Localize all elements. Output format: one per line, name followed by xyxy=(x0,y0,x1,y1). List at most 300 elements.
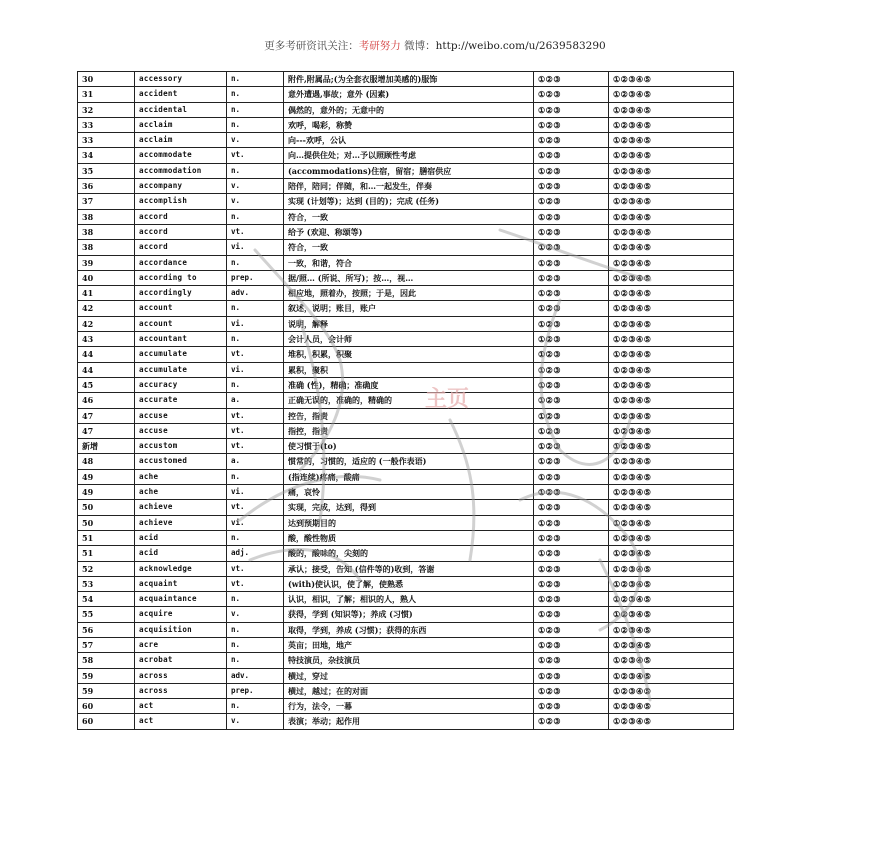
row-number: 39 xyxy=(78,255,135,270)
table-row xyxy=(78,546,734,561)
row-meaning: 附件,附属品;(为全套衣服增加美感的)服饰 xyxy=(284,72,534,87)
row-number: 58 xyxy=(78,653,135,668)
table-row xyxy=(78,224,734,239)
row-part-of-speech: vt. xyxy=(227,224,284,239)
row-meaning: 取得，学到，养成 (习惯)；获得的东西 xyxy=(284,622,534,637)
row-meaning: 偶然的，意外的；无意中的 xyxy=(284,102,534,117)
row-meaning: 给予 (欢迎、称颂等) xyxy=(284,224,534,239)
row-part-of-speech: n. xyxy=(227,377,284,392)
row-part-of-speech: vt. xyxy=(227,148,284,163)
row-meaning: 横过，越过；在的对面 xyxy=(284,683,534,698)
row-frequency-marks: ①②③ xyxy=(534,163,609,178)
row-word: achieve xyxy=(135,500,227,515)
row-meaning: 获得，学到 (知识等)；养成 (习惯) xyxy=(284,607,534,622)
header-url-link[interactable]: http://weibo.com/u/2639583290 xyxy=(435,40,606,52)
row-part-of-speech: adv. xyxy=(227,668,284,683)
row-meaning: 痛，哀怜 xyxy=(284,485,534,500)
table-row xyxy=(78,194,734,209)
table-row xyxy=(78,408,734,423)
table-row xyxy=(78,637,734,652)
row-word: acquisition xyxy=(135,622,227,637)
row-frequency-marks: ①②③ xyxy=(534,133,609,148)
row-meaning: 符合，一致 xyxy=(284,209,534,224)
row-level-marks: ①②③④⑤ xyxy=(609,362,734,377)
watermark-text: 主页 xyxy=(425,387,470,412)
row-number: 47 xyxy=(78,408,135,423)
row-level-marks: ①②③④⑤ xyxy=(609,469,734,484)
row-word: acre xyxy=(135,637,227,652)
row-part-of-speech: v. xyxy=(227,607,284,622)
row-number: 38 xyxy=(78,209,135,224)
row-part-of-speech: v. xyxy=(227,714,284,729)
row-meaning: 承认；接受，告知 (信件等的)收到，答谢 xyxy=(284,561,534,576)
row-frequency-marks: ①②③ xyxy=(534,270,609,285)
table-row xyxy=(78,270,734,285)
row-level-marks: ①②③④⑤ xyxy=(609,393,734,408)
row-meaning: 向…提供住处；对…予以照顾性考虑 xyxy=(284,148,534,163)
row-meaning: 向---欢呼，公认 xyxy=(284,133,534,148)
row-number: 49 xyxy=(78,469,135,484)
row-frequency-marks: ①②③ xyxy=(534,607,609,622)
row-part-of-speech: adv. xyxy=(227,286,284,301)
row-frequency-marks: ①②③ xyxy=(534,576,609,591)
row-level-marks: ①②③④⑤ xyxy=(609,255,734,270)
row-word: accumulate xyxy=(135,347,227,362)
row-frequency-marks: ①②③ xyxy=(534,393,609,408)
row-word: acid xyxy=(135,546,227,561)
table-row xyxy=(78,439,734,454)
row-frequency-marks: ①②③ xyxy=(534,454,609,469)
row-frequency-marks: ①②③ xyxy=(534,668,609,683)
row-word: act xyxy=(135,699,227,714)
row-meaning: (指连续)疼痛，酸痛 xyxy=(284,469,534,484)
row-word: ache xyxy=(135,485,227,500)
row-level-marks: ①②③④⑤ xyxy=(609,347,734,362)
row-number: 55 xyxy=(78,607,135,622)
row-meaning: (with)使认识，使了解，使熟悉 xyxy=(284,576,534,591)
row-word: accessory xyxy=(135,72,227,87)
table-row xyxy=(78,561,734,576)
row-word: acrobat xyxy=(135,653,227,668)
row-meaning: 行为，法令，一幕 xyxy=(284,699,534,714)
table-row xyxy=(78,87,734,102)
table-row xyxy=(78,316,734,331)
row-frequency-marks: ①②③ xyxy=(534,561,609,576)
row-number: 38 xyxy=(78,224,135,239)
row-word: accountant xyxy=(135,332,227,347)
row-number: 32 xyxy=(78,102,135,117)
row-part-of-speech: vi. xyxy=(227,362,284,377)
table-row xyxy=(78,515,734,530)
row-frequency-marks: ①②③ xyxy=(534,439,609,454)
row-number: 53 xyxy=(78,576,135,591)
row-word: accordance xyxy=(135,255,227,270)
row-number: 59 xyxy=(78,683,135,698)
row-part-of-speech: n. xyxy=(227,332,284,347)
row-word: account xyxy=(135,301,227,316)
row-meaning: 酸，酸性物质 xyxy=(284,530,534,545)
row-part-of-speech: n. xyxy=(227,87,284,102)
row-level-marks: ①②③④⑤ xyxy=(609,133,734,148)
header-weibo-label: 微博： xyxy=(400,40,436,52)
row-number: 52 xyxy=(78,561,135,576)
row-part-of-speech: vt. xyxy=(227,347,284,362)
row-level-marks: ①②③④⑤ xyxy=(609,423,734,438)
row-part-of-speech: prep. xyxy=(227,683,284,698)
row-part-of-speech: n. xyxy=(227,592,284,607)
table-row xyxy=(78,530,734,545)
vocabulary-table xyxy=(77,71,734,730)
row-word: acclaim xyxy=(135,133,227,148)
row-word: acclaim xyxy=(135,117,227,132)
table-row xyxy=(78,576,734,591)
row-level-marks: ①②③④⑤ xyxy=(609,485,734,500)
row-level-marks: ①②③④⑤ xyxy=(609,148,734,163)
row-frequency-marks: ①②③ xyxy=(534,637,609,652)
row-level-marks: ①②③④⑤ xyxy=(609,72,734,87)
row-frequency-marks: ①②③ xyxy=(534,592,609,607)
row-word: acquire xyxy=(135,607,227,622)
table-row xyxy=(78,699,734,714)
row-number: 42 xyxy=(78,316,135,331)
row-level-marks: ①②③④⑤ xyxy=(609,224,734,239)
row-number: 35 xyxy=(78,163,135,178)
row-frequency-marks: ①②③ xyxy=(534,301,609,316)
row-meaning: 控告，指责 xyxy=(284,408,534,423)
row-frequency-marks: ①②③ xyxy=(534,485,609,500)
row-number: 31 xyxy=(78,87,135,102)
page-header xyxy=(0,38,870,53)
row-number: 34 xyxy=(78,148,135,163)
row-part-of-speech: n. xyxy=(227,209,284,224)
row-frequency-marks: ①②③ xyxy=(534,148,609,163)
row-meaning: 说明，解释 xyxy=(284,316,534,331)
row-frequency-marks: ①②③ xyxy=(534,423,609,438)
row-level-marks: ①②③④⑤ xyxy=(609,209,734,224)
row-level-marks: ①②③④⑤ xyxy=(609,699,734,714)
row-level-marks: ①②③④⑤ xyxy=(609,622,734,637)
row-number: 51 xyxy=(78,546,135,561)
row-meaning: 英亩；田地，地产 xyxy=(284,637,534,652)
row-frequency-marks: ①②③ xyxy=(534,194,609,209)
table-row xyxy=(78,485,734,500)
row-number: 60 xyxy=(78,699,135,714)
row-number: 50 xyxy=(78,515,135,530)
row-word: acknowledge xyxy=(135,561,227,576)
row-level-marks: ①②③④⑤ xyxy=(609,637,734,652)
row-part-of-speech: vt. xyxy=(227,423,284,438)
row-word: accord xyxy=(135,224,227,239)
row-level-marks: ①②③④⑤ xyxy=(609,653,734,668)
row-frequency-marks: ①②③ xyxy=(534,72,609,87)
row-frequency-marks: ①②③ xyxy=(534,500,609,515)
row-part-of-speech: vt. xyxy=(227,576,284,591)
table-row xyxy=(78,362,734,377)
row-meaning: 相应地，照着办，按照；于是，因此 xyxy=(284,286,534,301)
row-number: 30 xyxy=(78,72,135,87)
row-word: acid xyxy=(135,530,227,545)
table-row xyxy=(78,668,734,683)
table-row xyxy=(78,240,734,255)
table-row xyxy=(78,469,734,484)
table-row xyxy=(78,454,734,469)
row-level-marks: ①②③④⑤ xyxy=(609,179,734,194)
table-row xyxy=(78,607,734,622)
row-number: 33 xyxy=(78,133,135,148)
row-meaning: 特技演员，杂技演员 xyxy=(284,653,534,668)
vocabulary-table-body xyxy=(78,72,734,730)
row-level-marks: ①②③④⑤ xyxy=(609,530,734,545)
row-part-of-speech: n. xyxy=(227,255,284,270)
row-part-of-speech: n. xyxy=(227,637,284,652)
row-meaning: 酸的，酸味的，尖刻的 xyxy=(284,546,534,561)
row-part-of-speech: n. xyxy=(227,699,284,714)
table-row xyxy=(78,423,734,438)
row-part-of-speech: n. xyxy=(227,530,284,545)
row-number: 45 xyxy=(78,377,135,392)
row-part-of-speech: vt. xyxy=(227,439,284,454)
row-meaning: 表演；举动；起作用 xyxy=(284,714,534,729)
row-word: accomplish xyxy=(135,194,227,209)
row-frequency-marks: ①②③ xyxy=(534,240,609,255)
row-number: 59 xyxy=(78,668,135,683)
row-frequency-marks: ①②③ xyxy=(534,87,609,102)
row-level-marks: ①②③④⑤ xyxy=(609,439,734,454)
table-row xyxy=(78,500,734,515)
row-number: 43 xyxy=(78,332,135,347)
row-frequency-marks: ①②③ xyxy=(534,469,609,484)
row-part-of-speech: n. xyxy=(227,653,284,668)
row-word: achieve xyxy=(135,515,227,530)
row-meaning: 堆积，积累，积聚 xyxy=(284,347,534,362)
row-part-of-speech: v. xyxy=(227,179,284,194)
row-word: accord xyxy=(135,240,227,255)
row-number: 41 xyxy=(78,286,135,301)
row-level-marks: ①②③④⑤ xyxy=(609,332,734,347)
row-word: across xyxy=(135,668,227,683)
row-level-marks: ①②③④⑤ xyxy=(609,301,734,316)
header-prefix: 更多考研资讯关注： xyxy=(264,40,359,52)
table-row xyxy=(78,209,734,224)
row-meaning: 会计人员，会计师 xyxy=(284,332,534,347)
row-level-marks: ①②③④⑤ xyxy=(609,500,734,515)
table-row xyxy=(78,72,734,87)
row-number: 46 xyxy=(78,393,135,408)
row-frequency-marks: ①②③ xyxy=(534,408,609,423)
row-frequency-marks: ①②③ xyxy=(534,714,609,729)
row-word: accuse xyxy=(135,423,227,438)
row-part-of-speech: a. xyxy=(227,393,284,408)
table-row xyxy=(78,301,734,316)
row-frequency-marks: ①②③ xyxy=(534,117,609,132)
row-part-of-speech: v. xyxy=(227,194,284,209)
row-number: 56 xyxy=(78,622,135,637)
row-part-of-speech: n. xyxy=(227,102,284,117)
row-level-marks: ①②③④⑤ xyxy=(609,377,734,392)
row-frequency-marks: ①②③ xyxy=(534,377,609,392)
row-word: acquaintance xyxy=(135,592,227,607)
table-row xyxy=(78,148,734,163)
row-meaning: 陪伴，陪同；伴随，和…一起发生，伴奏 xyxy=(284,179,534,194)
row-word: accuracy xyxy=(135,377,227,392)
header-brand: 考研努力 xyxy=(358,40,401,52)
row-word: ache xyxy=(135,469,227,484)
row-level-marks: ①②③④⑤ xyxy=(609,546,734,561)
row-level-marks: ①②③④⑤ xyxy=(609,102,734,117)
row-meaning: 认识，相识，了解；相识的人，熟人 xyxy=(284,592,534,607)
table-row xyxy=(78,286,734,301)
row-meaning: 欢呼，喝彩，称赞 xyxy=(284,117,534,132)
row-number: 新增 xyxy=(78,439,135,454)
row-word: accidental xyxy=(135,102,227,117)
row-part-of-speech: n. xyxy=(227,469,284,484)
table-row xyxy=(78,163,734,178)
row-frequency-marks: ①②③ xyxy=(534,224,609,239)
row-part-of-speech: v. xyxy=(227,133,284,148)
row-frequency-marks: ①②③ xyxy=(534,515,609,530)
row-level-marks: ①②③④⑤ xyxy=(609,683,734,698)
table-row xyxy=(78,133,734,148)
row-number: 49 xyxy=(78,485,135,500)
row-frequency-marks: ①②③ xyxy=(534,347,609,362)
row-meaning: 指控，指责 xyxy=(284,423,534,438)
row-part-of-speech: n. xyxy=(227,163,284,178)
row-meaning: 意外遭遇,事故；意外 (因素) xyxy=(284,87,534,102)
row-word: accommodation xyxy=(135,163,227,178)
row-level-marks: ①②③④⑤ xyxy=(609,515,734,530)
row-frequency-marks: ①②③ xyxy=(534,622,609,637)
row-level-marks: ①②③④⑤ xyxy=(609,286,734,301)
row-level-marks: ①②③④⑤ xyxy=(609,592,734,607)
row-word: accustomed xyxy=(135,454,227,469)
row-frequency-marks: ①②③ xyxy=(534,332,609,347)
row-frequency-marks: ①②③ xyxy=(534,362,609,377)
row-level-marks: ①②③④⑤ xyxy=(609,240,734,255)
row-level-marks: ①②③④⑤ xyxy=(609,668,734,683)
row-word: accustom xyxy=(135,439,227,454)
row-number: 42 xyxy=(78,301,135,316)
row-number: 36 xyxy=(78,179,135,194)
table-row xyxy=(78,347,734,362)
row-number: 60 xyxy=(78,714,135,729)
row-number: 33 xyxy=(78,117,135,132)
table-row xyxy=(78,622,734,637)
row-word: account xyxy=(135,316,227,331)
row-part-of-speech: n. xyxy=(227,301,284,316)
row-level-marks: ①②③④⑤ xyxy=(609,607,734,622)
row-part-of-speech: n. xyxy=(227,72,284,87)
row-part-of-speech: vi. xyxy=(227,485,284,500)
row-part-of-speech: n. xyxy=(227,622,284,637)
row-meaning: 正确无误的，准确的，精确的 xyxy=(284,393,534,408)
row-level-marks: ①②③④⑤ xyxy=(609,454,734,469)
row-level-marks: ①②③④⑤ xyxy=(609,117,734,132)
row-frequency-marks: ①②③ xyxy=(534,179,609,194)
row-number: 48 xyxy=(78,454,135,469)
row-meaning: 据/照… (所说、所写)；按…，视… xyxy=(284,270,534,285)
row-frequency-marks: ①②③ xyxy=(534,530,609,545)
row-part-of-speech: vt. xyxy=(227,561,284,576)
row-level-marks: ①②③④⑤ xyxy=(609,408,734,423)
row-part-of-speech: vt. xyxy=(227,408,284,423)
table-row xyxy=(78,592,734,607)
row-word: accompany xyxy=(135,179,227,194)
table-row xyxy=(78,117,734,132)
row-meaning: 实现，完成，达到，得到 xyxy=(284,500,534,515)
row-number: 57 xyxy=(78,637,135,652)
row-number: 44 xyxy=(78,362,135,377)
row-word: accuse xyxy=(135,408,227,423)
row-meaning: 惯常的，习惯的，适应的 (一般作表语) xyxy=(284,454,534,469)
table-row xyxy=(78,179,734,194)
row-word: accordingly xyxy=(135,286,227,301)
row-meaning: 使习惯于(to) xyxy=(284,439,534,454)
row-word: acquaint xyxy=(135,576,227,591)
row-frequency-marks: ①②③ xyxy=(534,316,609,331)
row-word: accommodate xyxy=(135,148,227,163)
row-word: act xyxy=(135,714,227,729)
row-level-marks: ①②③④⑤ xyxy=(609,714,734,729)
row-meaning: 实现 (计划等)；达到 (目的)；完成 (任务) xyxy=(284,194,534,209)
row-word: accurate xyxy=(135,393,227,408)
table-row xyxy=(78,102,734,117)
row-level-marks: ①②③④⑤ xyxy=(609,576,734,591)
row-number: 51 xyxy=(78,530,135,545)
row-frequency-marks: ①②③ xyxy=(534,102,609,117)
row-meaning: 横过，穿过 xyxy=(284,668,534,683)
table-row xyxy=(78,255,734,270)
row-frequency-marks: ①②③ xyxy=(534,653,609,668)
row-part-of-speech: prep. xyxy=(227,270,284,285)
row-meaning: (accommodations)住宿，留宿；膳宿供应 xyxy=(284,163,534,178)
row-part-of-speech: vt. xyxy=(227,500,284,515)
row-word: accord xyxy=(135,209,227,224)
row-part-of-speech: n. xyxy=(227,117,284,132)
row-frequency-marks: ①②③ xyxy=(534,699,609,714)
row-level-marks: ①②③④⑤ xyxy=(609,270,734,285)
row-level-marks: ①②③④⑤ xyxy=(609,194,734,209)
row-level-marks: ①②③④⑤ xyxy=(609,163,734,178)
row-number: 47 xyxy=(78,423,135,438)
row-part-of-speech: a. xyxy=(227,454,284,469)
row-part-of-speech: vi. xyxy=(227,240,284,255)
table-row xyxy=(78,377,734,392)
row-meaning: 叙述，说明；账目，账户 xyxy=(284,301,534,316)
row-word: accumulate xyxy=(135,362,227,377)
row-number: 40 xyxy=(78,270,135,285)
row-number: 38 xyxy=(78,240,135,255)
row-frequency-marks: ①②③ xyxy=(534,546,609,561)
row-frequency-marks: ①②③ xyxy=(534,209,609,224)
row-word: across xyxy=(135,683,227,698)
row-meaning: 准确 (性)，精确；准确度 xyxy=(284,377,534,392)
row-frequency-marks: ①②③ xyxy=(534,683,609,698)
table-row xyxy=(78,393,734,408)
table-row xyxy=(78,714,734,729)
row-word: accident xyxy=(135,87,227,102)
row-word: according to xyxy=(135,270,227,285)
row-meaning: 达到预期目的 xyxy=(284,515,534,530)
row-meaning: 一致，和谐，符合 xyxy=(284,255,534,270)
row-meaning: 累积，聚积 xyxy=(284,362,534,377)
table-row xyxy=(78,332,734,347)
row-level-marks: ①②③④⑤ xyxy=(609,87,734,102)
row-frequency-marks: ①②③ xyxy=(534,255,609,270)
row-level-marks: ①②③④⑤ xyxy=(609,561,734,576)
table-row xyxy=(78,683,734,698)
row-frequency-marks: ①②③ xyxy=(534,286,609,301)
row-part-of-speech: vi. xyxy=(227,316,284,331)
